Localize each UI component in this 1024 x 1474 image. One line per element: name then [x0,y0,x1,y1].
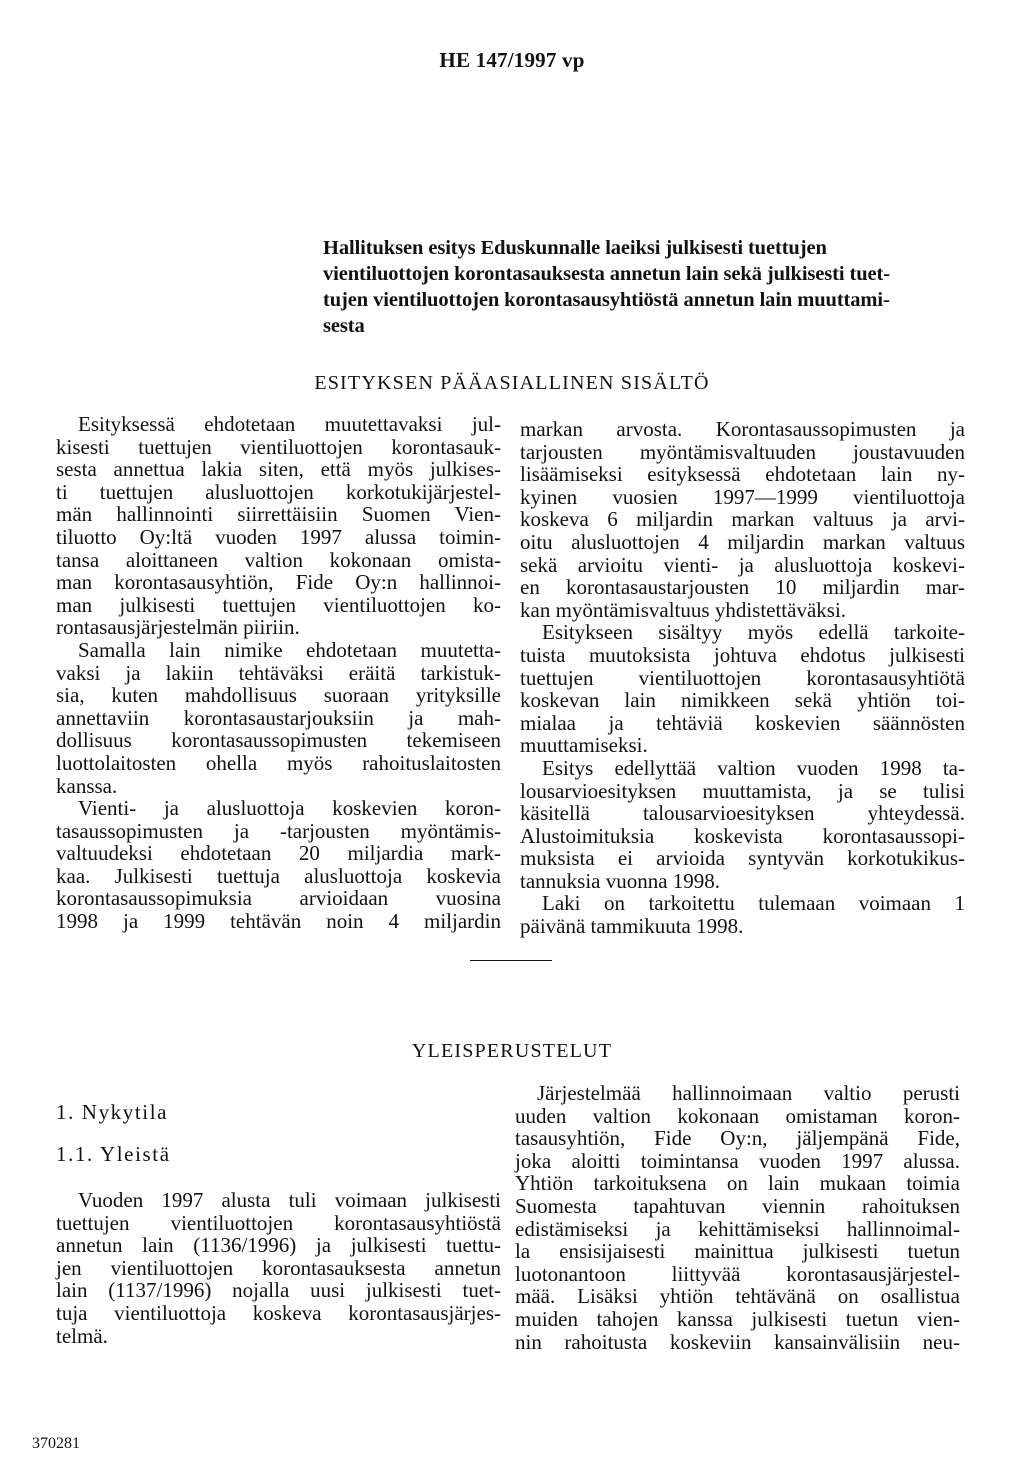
text-line: tuja vientiluottoja koskeva korontasausjärjes- [56,1300,501,1325]
text-line: man korontasausyhtiön, Fide Oy:n hallinnoi- [56,570,501,595]
text-line: kan myöntämisvaltuus yhdistettäväksi. [520,597,847,622]
summary-heading: ESITYKSEN PÄÄASIALLINEN SISÄLTÖ [314,372,710,394]
text-line: kyinen vuosien 1997—1999 vientiluottoja [520,484,965,509]
bill-title-line: tujen vientiluottojen korontasausyhtiöstä annetun lain muuttami- [323,289,890,311]
text-line: mää. Lisäksi yhtiön tehtävänä on osallistua [515,1284,960,1309]
text-line: lousarvioesityksen muuttamista, ja se tulisi [520,778,965,803]
text-line: Järjestelmää hallinnoimaan valtio perusti [537,1081,960,1105]
text-line: kaa. Julkisesti tuettuja alusluottoja koskevia [56,863,501,888]
text-line: tansa aloittaneen valtion kokonaan omista- [56,547,501,572]
general-right-column [515,1082,960,1353]
text-line: päivänä tammikuuta 1998. [520,914,744,939]
text-line: Vuoden 1997 alusta tuli voimaan julkisesti [78,1188,501,1212]
text-line: kisesti tuettujen vientiluottojen korontasauk- [56,434,501,459]
bill-title [323,235,963,339]
text-line: dollisuus korontasaussopimusten tekemiseen [56,728,501,753]
text-line: tuettujen vientiluottojen korontasausyhtiötä [520,665,965,690]
text-line: lisäämiseksi esityksessä ehdotetaan lain ny- [520,462,965,487]
text-line: muiden tahojen kanssa julkisesti tuetun vien- [515,1306,960,1331]
text-line: sesta annettua lakia siten, että myös julkises- [56,457,501,482]
text-line: tasausyhtiön, Fide Oy:n, jäljempänä Fide, [515,1126,960,1151]
bill-title-line: sesta [323,315,365,337]
general-left-column [56,1189,501,1347]
text-line: Esityksessä ehdotetaan muutettavaksi jul- [78,412,501,436]
text-line: tiluotto Oy:ltä vuoden 1997 alussa toimin- [56,524,501,549]
text-line: joka aloitti toimintansa vuoden 1997 alussa. [515,1148,960,1173]
text-line: Esitys edellyttää valtion vuoden 1998 ta- [542,755,965,780]
text-line: muuttamiseksi. [520,733,648,758]
text-line: oitu alusluottojen 4 miljardin markan valtuus [520,529,965,554]
text-line: mialaa ja tehtäviä koskevien säännösten [520,710,965,735]
text-line: muksista ei arvioida syntyvän korkotukikus- [520,846,965,871]
text-line: Yhtiön tarkoituksena on lain mukaan toimia [515,1171,960,1196]
text-line: la ensisijaisesti mainittua julkisesti tuetun [515,1239,960,1264]
text-line: Samalla lain nimike ehdotetaan muutetta- [78,637,501,662]
text-line: sekä arvioitu vienti- ja alusluottoja koskevi- [520,552,965,577]
text-line: tuista muutoksista johtuva ehdotus julkisesti [520,642,965,667]
text-line: jen vientiluottojen korontasauksesta annetun [56,1255,501,1280]
text-line: annetun lain (1136/1996) ja julkisesti tuettu- [56,1233,501,1258]
text-line: lain (1137/1996) nojalla uusi julkisesti tuet- [56,1278,501,1303]
text-line: en korontasaustarjousten 10 miljardin mar- [520,575,965,600]
section-heading-1-1: 1.1. Yleistä [56,1142,171,1166]
text-line: luottolaitosten ohella myös rahoituslaitosten [56,750,501,775]
text-line: män hallinnointi siirrettäisiin Suomen Vien- [56,502,501,527]
text-line: uuden valtion kokonaan omistaman koron- [515,1103,960,1128]
text-line: koskevan lain nimikkeen sekä yhtiön toi- [520,688,965,713]
text-line: Alustoimituksia koskevista korontasaussopi- [520,823,965,848]
text-line: 1998 ja 1999 tehtävän noin 4 miljardin [56,909,501,934]
text-line: Suomesta tapahtuvan viennin rahoituksen [515,1193,960,1218]
print-code: 370281 [32,1435,80,1452]
text-line: tuettujen vientiluottojen korontasausyhtiöstä [56,1210,501,1235]
text-line: markan arvosta. Korontasaussopimusten ja [520,417,965,441]
section-divider [470,960,552,961]
text-line: Laki on tarkoitettu tulemaan voimaan 1 [542,891,965,916]
text-line: annettaviin korontasaustarjouksiin ja mah- [56,705,501,730]
text-line: edistämiseksi ja kehittämiseksi hallinnoimal- [515,1216,960,1241]
text-line: koskeva 6 miljardin markan valtuus ja arvi- [520,507,965,532]
text-line: tannuksia vuonna 1998. [520,868,721,893]
text-line: korontasaussopimuksia arvioidaan vuosina [56,886,501,911]
summary-left-column [56,413,501,933]
text-line: luotonantoon liittyvää korontasausjärjestel- [515,1261,960,1286]
text-line: Esitykseen sisältyy myös edellä tarkoite- [542,620,965,645]
bill-title-line: Hallituksen esitys Eduskunnalle laeiksi julkisesti tuettujen [323,237,827,259]
general-heading: YLEISPERUSTELUT [411,1040,613,1062]
text-line: telmä. [56,1323,108,1348]
text-line: vaksi ja lakiin tehtäväksi eräitä tarkistuk- [56,660,501,685]
text-line: kanssa. [56,773,118,798]
section-heading-1: 1. Nykytila [56,1100,169,1124]
text-line: sia, kuten mahdollisuus suoraan yrityksille [56,683,501,708]
text-line: tasaussopimusten ja -tarjousten myöntämis- [56,818,501,843]
text-line: man julkisesti tuettujen vientiluottojen ko- [56,592,501,617]
text-line: tarjousten myöntämisvaltuuden joustavuuden [520,439,965,464]
text-line: rontasausjärjestelmän piiriin. [56,615,300,640]
summary-right-column [520,418,965,938]
document-header: HE 147/1997 vp [439,48,585,72]
text-line: ti tuettujen alusluottojen korkotukijärjestel- [56,479,501,504]
text-line: valtuudeksi ehdotetaan 20 miljardia mark- [56,841,501,866]
bill-title-line: vientiluottojen korontasauksesta annetun lain sekä julkisesti tuet- [323,263,890,285]
text-line: Vienti- ja alusluottoja koskevien koron- [78,796,501,821]
text-line: käsitellä talousarvioesityksen yhteydessä. [520,801,965,826]
text-line: nin rahoitusta koskeviin kansainvälisiin neu- [515,1329,960,1354]
